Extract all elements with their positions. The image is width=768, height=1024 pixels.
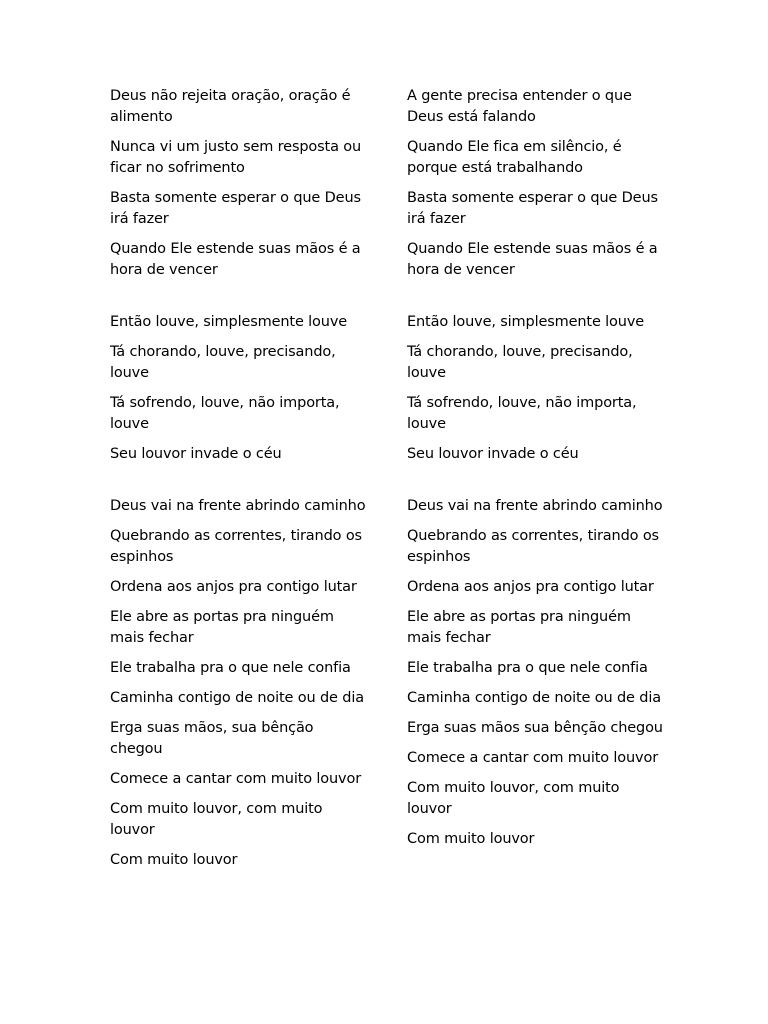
lyric-line: Erga suas mãos sua bênção chegou [407,720,663,736]
lyric-line: Ele abre as portas pra ninguém mais fechar [110,609,334,646]
lyric-line: Com muito louvor [110,852,238,868]
lyric-line: Deus vai na frente abrindo caminho [407,498,663,514]
lyric-line: Ordena aos anjos pra contigo lutar [110,579,357,595]
stanza [407,312,665,465]
lyric-line: Tá chorando, louve, precisando, louve [407,344,633,381]
lyric-line: Quebrando as correntes, tirando os espinhos [110,528,362,565]
lyric-line: Deus vai na frente abrindo caminho [110,498,366,514]
lyric-line: Com muito louvor, com muito louvor [407,780,620,817]
lyric-line: Com muito louvor [407,831,535,847]
lyric-line: Basta somente esperar o que Deus irá fazer [110,190,361,227]
lyric-line: Nunca vi um justo sem resposta ou ficar no sofrimento [110,139,362,176]
lyric-line: Deus não rejeita oração, oração é alimento [110,88,351,125]
lyric-line: Ele trabalha pra o que nele confia [110,660,351,676]
lyric-line: Tá sofrendo, louve, não importa, louve [407,395,637,432]
right-lyrics-column [407,86,665,859]
lyric-line: Com muito louvor, com muito louvor [110,801,323,838]
lyric-line: Ele abre as portas pra ninguém mais fechar [407,609,631,646]
lyric-line: Caminha contigo de noite ou de dia [110,690,364,706]
lyric-line: Quebrando as correntes, tirando os espinhos [407,528,659,565]
lyric-line: Comece a cantar com muito louvor [110,771,362,787]
lyric-line: Erga suas mãos, sua bênção chegou [110,720,314,757]
lyric-line: Seu louvor invade o céu [407,446,579,462]
stanza [110,86,368,281]
left-lyrics-column [110,86,368,880]
stanza [407,86,665,281]
lyric-line: Quando Ele estende suas mãos é a hora de vencer [110,241,361,278]
lyric-line: Ordena aos anjos pra contigo lutar [407,579,654,595]
lyric-line: Então louve, simplesmente louve [110,314,348,330]
lyric-line: Tá sofrendo, louve, não importa, louve [110,395,340,432]
lyric-line: Comece a cantar com muito louvor [407,750,659,766]
lyric-line: Então louve, simplesmente louve [407,314,645,330]
lyric-line: Caminha contigo de noite ou de dia [407,690,661,706]
lyric-line: Seu louvor invade o céu [110,446,282,462]
lyric-line: Tá chorando, louve, precisando, louve [110,344,336,381]
lyric-line: Quando Ele fica em silêncio, é porque está trabalhando [407,139,622,176]
lyric-line: Quando Ele estende suas mãos é a hora de vencer [407,241,658,278]
stanza [407,496,665,850]
lyric-line: Ele trabalha pra o que nele confia [407,660,648,676]
lyric-line: A gente precisa entender o que Deus está falando [407,88,632,125]
stanza [110,496,368,871]
lyric-line: Basta somente esperar o que Deus irá fazer [407,190,658,227]
stanza [110,312,368,465]
